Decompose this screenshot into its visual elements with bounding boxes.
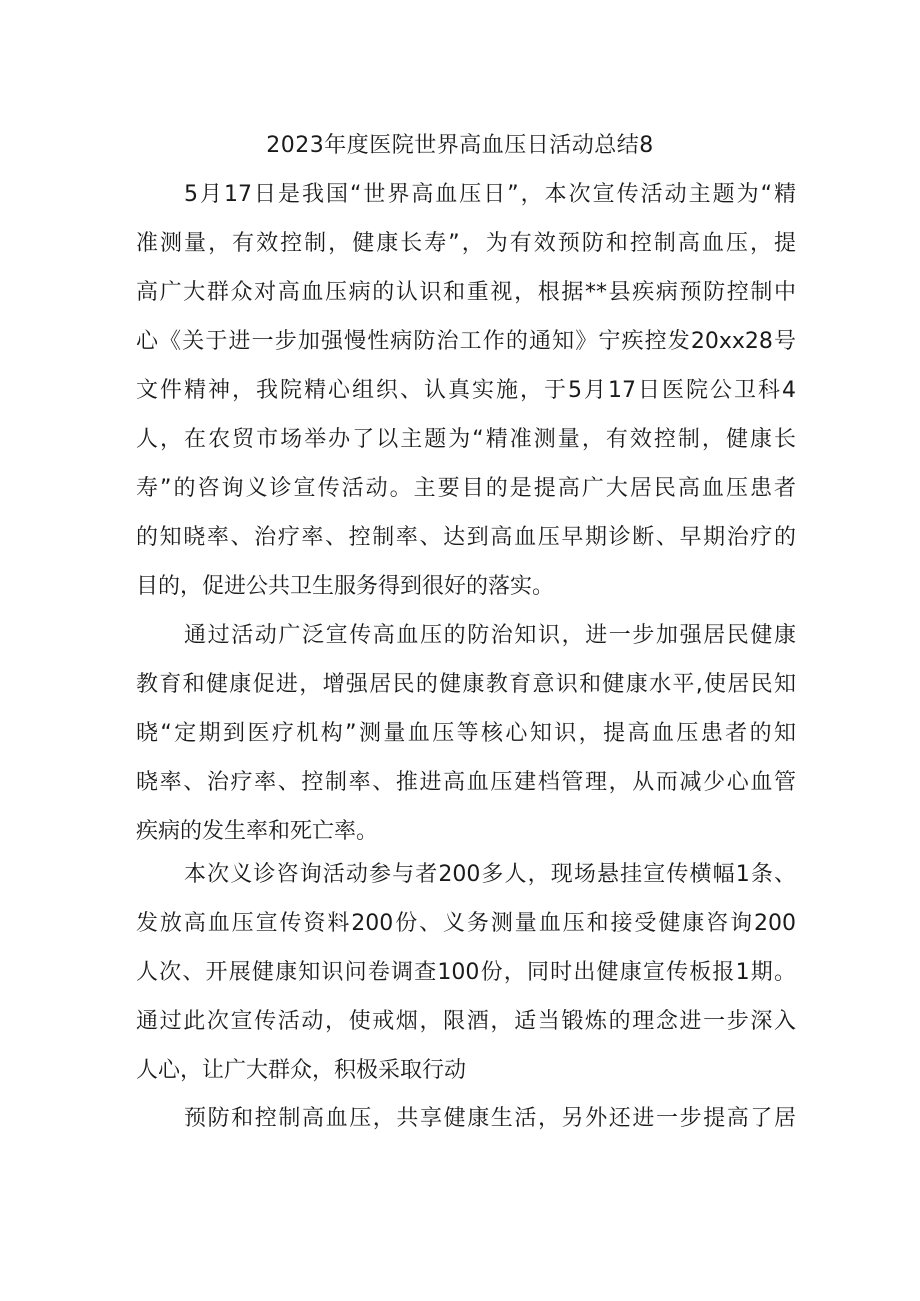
paragraph-1-line-9: 目的，促进公共卫生服务得到很好的落实。 [136, 574, 555, 599]
paragraph-2-line-4: 晓率、治疗率、控制率、推进高血压建档管理，从而减少心血管 [136, 770, 796, 795]
paragraph-1-line-2: 准测量，有效控制，健康长寿”，为有效预防和控制高血压，提 [136, 231, 796, 256]
paragraph-1-line-6: 人，在农贸市场举办了以主题为“精准测量，有效控制，健康长 [136, 427, 796, 452]
document-title: 2023年度医院世界高血压日活动总结8 [266, 133, 654, 158]
paragraph-2-line-3: 晓“定期到医疗机构”测量血压等核心知识，提高血压患者的知 [136, 721, 796, 746]
paragraph-3-line-5: 人心，让广大群众，积极采取行动 [136, 1058, 467, 1083]
paragraph-1-line-5: 文件精神，我院精心组织、认真实施，于5月17日医院公卫科4 [136, 378, 796, 403]
paragraph-1-line-4: 心《关于进一步加强慢性病防治工作的通知》宁疾控发20xx28号 [136, 329, 796, 354]
paragraph-3-line-1: 本次义诊咨询活动参与者200多人，现场悬挂宣传横幅1条、 [184, 862, 796, 887]
paragraph-4-line-1: 预防和控制高血压，共享健康生活，另外还进一步提高了居 [184, 1106, 796, 1131]
paragraph-2-line-2: 教育和健康促进，增强居民的健康教育意识和健康水平,使居民知 [136, 672, 796, 697]
paragraph-3-line-4: 通过此次宣传活动，使戒烟，限酒，适当锻炼的理念进一步深入 [136, 1009, 796, 1034]
paragraph-3-line-3: 人次、开展健康知识问卷调查100份，同时出健康宣传板报1期。 [136, 960, 796, 985]
paragraph-2-line-1: 通过活动广泛宣传高血压的防治知识，进一步加强居民健康 [184, 623, 796, 648]
paragraph-1-line-8: 的知晓率、治疗率、控制率、达到高血压早期诊断、早期治疗的 [136, 525, 796, 550]
paragraph-1-line-1: 5月17日是我国“世界高血压日”，本次宣传活动主题为“精 [184, 182, 796, 207]
paragraph-2-line-5: 疾病的发生率和死亡率。 [136, 819, 379, 844]
paragraph-1-line-7: 寿”的咨询义诊宣传活动。主要目的是提高广大居民高血压患者 [136, 476, 796, 501]
paragraph-3-line-2: 发放高血压宣传资料200份、义务测量血压和接受健康咨询200 [136, 911, 796, 936]
paragraph-1-line-3: 高广大群众对高血压病的认识和重视，根据**县疾病预防控制中 [136, 280, 796, 305]
